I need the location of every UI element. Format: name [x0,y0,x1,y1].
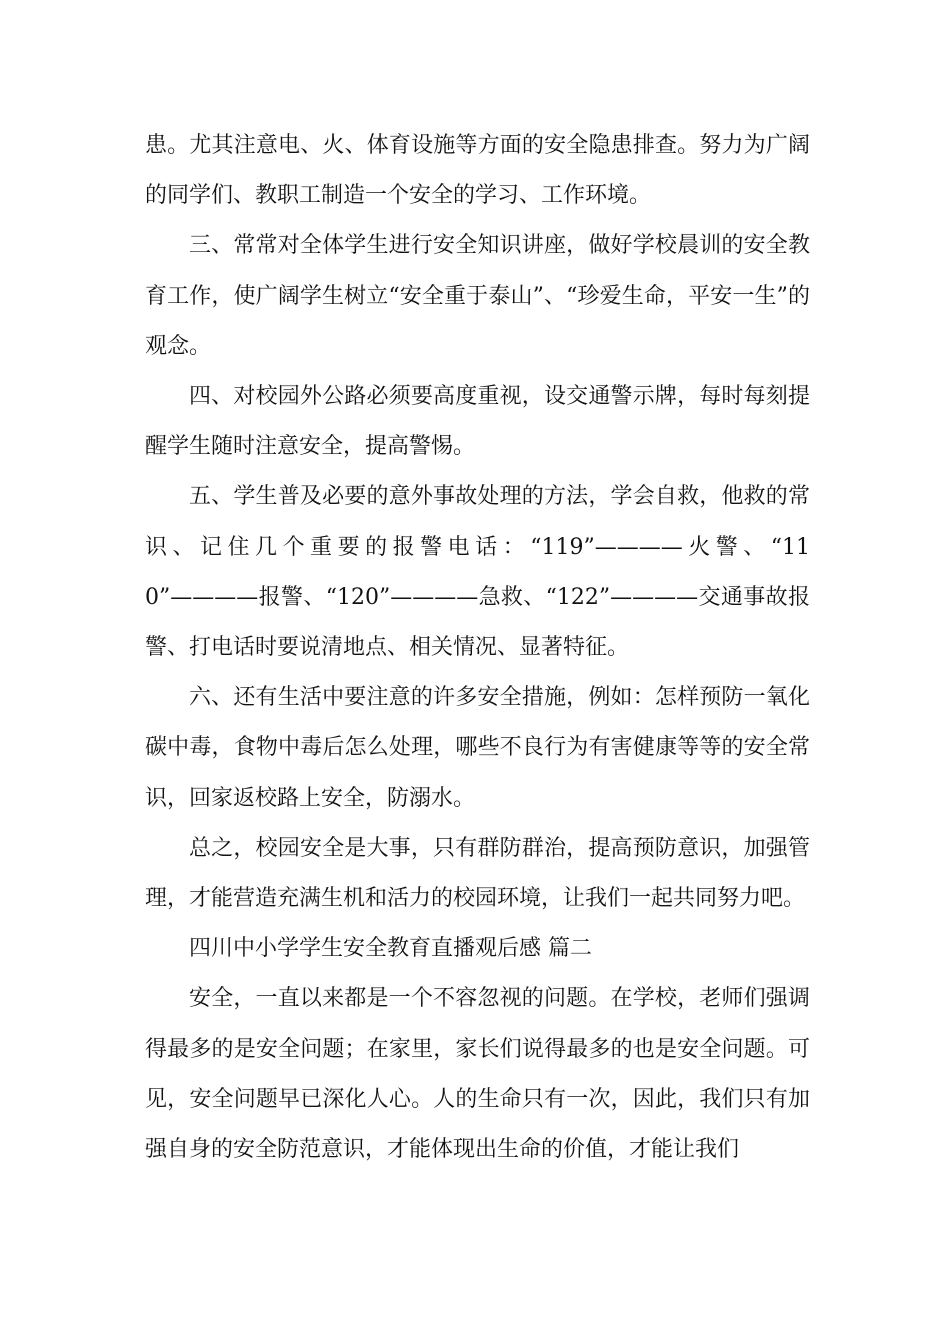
paragraph-item-3: 三、常常对全体学生进行安全知识讲座，做好学校晨训的安全教育工作，使广阔学生树立“安全重于泰山”、“珍爱生命，平安一生”的观念。 [145,233,810,359]
paragraph-item-5: 五、学生普及必要的意外事故处理的方法，学会自救，他救的常识、记住几个重要的报警电话：“119”————火警、“110”————报警、“120”————急救、“122”————交通事故报警、打电话时要说清地点、相关情况、显著特征。 [145,484,810,661]
paragraph-summary: 总之，校园安全是大事，只有群防群治，提高预防意识，加强管理，才能营造充满生机和活力的校园环境，让我们一起共同努力吧。 [145,835,810,912]
paragraph-continued: 患。尤其注意电、火、体育设施等方面的安全隐患排查。努力为广阔的同学们、教职工制造一个安全的学习、工作环境。 [145,133,810,209]
paragraph-item-4: 四、对校园外公路必须要高度重视，设交通警示牌，每时每刻提醒学生随时注意安全，提高警惕。 [145,384,810,460]
paragraph-item-6: 六、还有生活中要注意的许多安全措施，例如：怎样预防一氧化碳中毒，食物中毒后怎么处理，哪些不良行为有害健康等等的安全常识，回家返校路上安全，防溺水。 [145,685,810,811]
document-body [145,121,810,1175]
paragraph-section-two: 安全，一直以来都是一个不容忽视的问题。在学校，老师们强调得最多的是安全问题；在家里，家长们说得最多的也是安全问题。可见，安全问题早已深化人心。人的生命只有一次，因此，我们只有加强自身的安全防范意识，才能体现出生命的价值，才能让我们 [145,986,810,1163]
section-title: 四川中小学学生安全教育直播观后感 篇二 [189,936,592,962]
